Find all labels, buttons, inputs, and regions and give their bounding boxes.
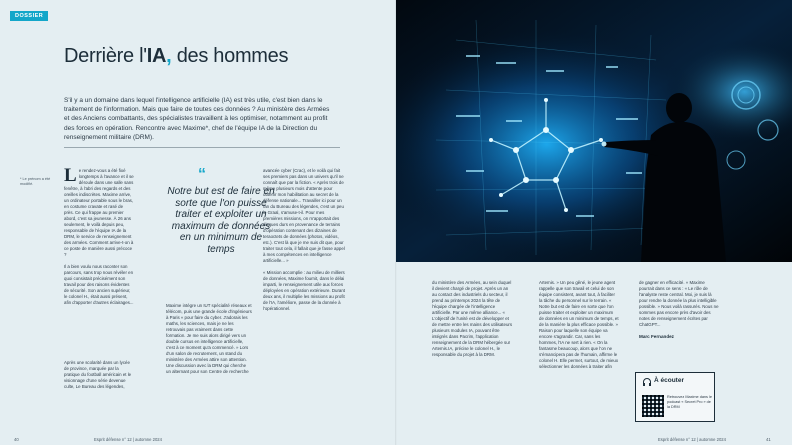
qr-code-icon[interactable] [642,395,664,417]
title-comma: , [166,45,172,67]
magazine-issue: Esprit défense n° 12 | automne 2024 [94,437,162,442]
article-column-1b [64,360,134,396]
footnote: * Le prénom a été modifié. [20,177,51,186]
paragraph: Artemis. » Un peu gêné, le jeune agent rappelle que son travail et celui de son équipe consistent, avant tout, à faciliter la tâche du personnel sur le terrain. « Notre but est de faire en sorte que l'on puisse traiter et exploiter un maximum de données en un minimum de temps, et de la manière la plus efficace possible. » Raison pour laquelle son équipe va encore s'agrandir. Car, sans les hommes, l'IA ne sert à rien. « On la fantasme beaucoup, alors que l'on ne s'émancipera pas de l'humain, affirme le colonel H. Elle permet, surtout, de mieux sélectionner les données à traiter afin [539,280,619,369]
article-column-6 [639,280,719,340]
article-column-3 [263,168,345,318]
data-visualization-photo [396,0,792,262]
quote-mark-icon: “ [198,166,206,183]
title-post: des hommes [171,45,289,67]
gutter [395,0,397,445]
section-label: DOSSIER [10,11,48,21]
page-number: 41 [766,437,771,442]
paragraph: « Mission accomplie : au milieu de milliers de données, Maxime fournit, dans le délai imparti, le renseignement utile aux forces déployées en opération extérieure. Durant deux ans, il multiplie les missions au profit de l'IA, l'améliore, passe de la donnée à l'opérationnel. [263,270,346,311]
title-pre: Derrière l' [64,45,147,67]
paragraph: avancée cyber (Crac), et le voilà qui fait ses premiers pas dans un univers qu'il ne connaît que par la fiction. « Après trois de même plusieurs mois d'attente pour obtenir mon habilitation au secret de la défense nationale... Travailler ici pour un fan du Bureau des légendes, c'est un peu le Graal, s'amuse-t-il. Pour mes premières missions, on m'apportait des disques durs en provenance de terrains d'opération contenant des dizaines de teraoctets de données (photos, vidéos, etc.). C'est là que je me suis dit que, pour traiter tout cela, il fallait que je fasse appel à mes compétences en intelligence artificielle... » [263,168,345,263]
paragraph-text: e rendez-vous a été fixé longtemps à l'avance et il se déroule dans une salle sans fenêtre, à l'abri des regards et des oreilles indiscrètes. Maxime arrive, un ordinateur portable sous le bras, en costume cravate et rasé de près. Ce qui frappe au premier abord, c'est sa jeunesse. À 26 ans seulement, le voilà depuis peu, responsable de l'équipe IA de la DRM, le service de renseignement des armées. Comment arrive-t-on à ce poste de manière aussi précoce ? [64,168,134,257]
page-number: 40 [14,437,19,442]
author-name: Marc Fernandez [639,334,674,339]
magazine-issue: Esprit défense n° 12 | automne 2024 [658,437,726,442]
paragraph [64,165,134,258]
article-column-1 [64,165,134,312]
headphones-icon [642,377,652,387]
dropcap: L [64,165,77,186]
paragraph: Il a bien voulu nous raconter son parcours, sans trop nous révéler en quoi consistait précisément son travail pour des raisons évidentes de sécurité. Son ancien supérieur, le colonel H., était aussi présent, afin d'apporter d'autres éclairages... [64,264,134,305]
paragraph: Maxime intègre un IUT spécialité réseaux et télécom, puis une grande école d'ingénieurs à Paris « pour faire du cyber. J'adorais les maths, les sciences, mais je ne les retrouvais pas vraiment dans cette formation. Je me suis alors dirigé vers un double cursus en intelligence artificielle, c'est à ce moment qu'a commencé. » Lors d'un salon de recrutement, un stand du ministère des Armées attire son attention. Une discussion avec la DRM qui cherche un alternant pour son Centre de recherche [166,303,252,374]
page-title [64,45,288,68]
paragraph: de gagner en efficacité. » Maxime pourrait dans ce sens : « Le rôle de l'analyste reste central. Moi, je suis là pour rendre la donnée la plus intelligible possible. » Nous voilà rassurés. Nous ne sommes pas encore près d'avoir des notes de renseignement écrites par ChatGPT... [639,280,719,327]
article-column-4 [432,280,514,364]
pull-quote [166,168,276,255]
cover-photo [396,0,792,262]
paragraph: Après une scolarité dans un lycée de province, marquée par la pratique du football américain et le visionnage d'une série devenue culte, Le Bureau des légendes, [64,360,132,389]
article-column-2 [166,303,252,381]
paragraph: du ministère des Armées, au sein duquel il devient chargé de projet. Après un an au contact des industriels du secteur, il prend au printemps 2024 la tête de l'équipe chargée de l'intelligence artificielle. Par une même alliance... « L'objectif de l'unité est de développer et de mettre entre les mains des utilisateurs plusieurs modules IA, pouvant être intégrés dans Pacrim, l'application renseignement de la DRM hébergée sur Artemis.IA, précise le colonel H., le responsable du projet à la DRM. [432,280,513,357]
title-bold: IA [146,45,167,67]
podcast-box[interactable] [635,372,715,422]
pull-quote-text: Notre but est de faire en sorte que l'on puisse traiter et exploiter un maximum de données en un minimum de temps [167,186,275,255]
podcast-caption: Retrouvez Maxime dans le podcast « Secret Pro » de la DRM [667,395,712,409]
right-page [396,0,792,445]
article-column-5 [539,280,619,376]
intro-paragraph: S'il y a un domaine dans lequel l'intelligence artificielle (IA) est très utile, c'est bien dans le traitement de l'information. Mais que faire de toutes ces données ? Au ministère des Armées et des Anciens combattants, des spécialistes travaillent à les optimiser, notamment au profit des forces en opération. Rencontre avec Maxime*, chef de l'équipe IA de la Direction du renseignement militaire (DRM). [64,97,330,141]
divider [64,147,340,148]
podcast-title: À écouter [654,377,684,384]
